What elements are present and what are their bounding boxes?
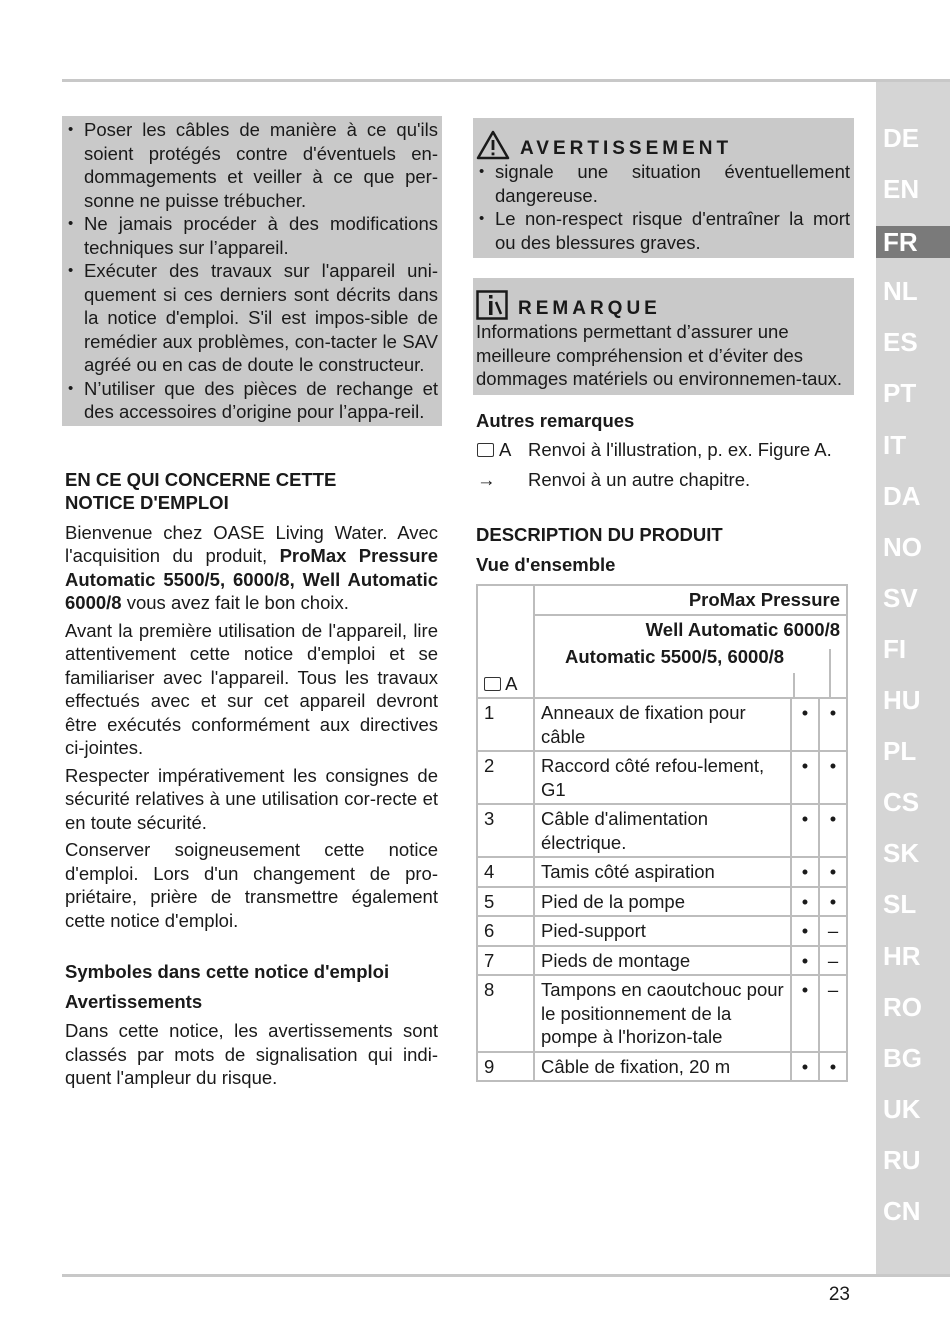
note-header xyxy=(476,284,850,320)
figure-box-icon xyxy=(477,443,494,457)
language-item-es[interactable]: ES xyxy=(883,327,918,358)
welcome-text: Bienvenue chez OASE Living Water. Avec l'acquisition du produit, xyxy=(65,521,438,566)
row-number: 6 xyxy=(477,916,534,946)
row-number: 7 xyxy=(477,946,534,976)
row-number: 1 xyxy=(477,698,534,751)
row-label: Anneaux de fixation pour câble xyxy=(534,698,791,751)
chapter-reference-symbol xyxy=(473,468,528,492)
row-number: 2 xyxy=(477,751,534,804)
about-paragraph-safety: Respecter impérativement les consignes de sécurité relatives à une utilisation cor-recte et en toute sécurité. xyxy=(65,764,438,833)
table-row xyxy=(477,975,847,1052)
language-list xyxy=(876,120,950,1244)
row-number: 8 xyxy=(477,975,534,1052)
row-mark-well: – xyxy=(819,946,847,976)
row-mark-automatic: • xyxy=(791,751,819,804)
row-mark-automatic: • xyxy=(791,916,819,946)
right-column xyxy=(473,118,854,1082)
warning-bullet-list xyxy=(476,160,850,254)
language-item-cs[interactable]: CS xyxy=(883,787,920,818)
row-mark-well: • xyxy=(819,698,847,751)
note-info-icon xyxy=(476,290,508,320)
language-item-sk[interactable]: SK xyxy=(883,838,920,869)
symbols-heading: Symboles dans cette notice d'emploi xyxy=(65,961,390,982)
safety-bullet: • Exécuter des travaux sur l'appareil uni-quement si ces derniers sont décrits dans la notice d'emploi. S'il est impos-sible de remédier aux problèmes, con-tacter le SAV agréé ou en cas de doute le constructeur. xyxy=(65,259,438,377)
row-label: Câble d'alimentation électrique. xyxy=(534,804,791,857)
warning-title: AVERTISSEMENT xyxy=(520,138,733,159)
warning-header xyxy=(476,124,850,160)
language-item-pt[interactable]: PT xyxy=(883,378,917,409)
language-item-hr[interactable]: HR xyxy=(883,940,921,971)
overview-table xyxy=(476,584,848,1082)
row-label: Tampons en caoutchouc pour le positionnement de la pompe à l'horizon-tale xyxy=(534,975,791,1052)
warning-triangle-icon xyxy=(476,130,510,160)
warning-bullet: • signale une situation éventuellement dangereuse. xyxy=(476,160,850,207)
row-mark-automatic: • xyxy=(791,975,819,1052)
row-label: Pied-support xyxy=(534,916,791,946)
note-text: Informations permettant d’assurer une meilleure compréhension et d’éviter des dommages matériels ou environnemen-taux. xyxy=(476,321,843,389)
table-header-figure-letter: A xyxy=(505,672,518,694)
table-row xyxy=(477,698,847,751)
arrow-right-icon: → xyxy=(477,468,496,490)
row-label: Tamis côté aspiration xyxy=(534,857,791,887)
safety-bullet: • N’utiliser que des pièces de rechange et des accessoires d’origine pour l’appa-reil. xyxy=(65,377,438,424)
table-row xyxy=(477,946,847,976)
row-mark-automatic: • xyxy=(791,887,819,917)
about-paragraph-keep: Conserver soigneusement cette notice d'emploi. Lors d'un changement de pro-priétaire, prière de transmettre également cette notice d'emploi. xyxy=(65,839,438,931)
language-item-hu[interactable]: HU xyxy=(883,685,921,716)
table-row xyxy=(477,1052,847,1082)
table-header-promax: ProMax Pressure xyxy=(534,585,847,615)
safety-instructions-box xyxy=(62,116,442,426)
language-item-no[interactable]: NO xyxy=(883,531,922,562)
table-header-row xyxy=(477,585,847,615)
language-sidebar xyxy=(876,82,950,1274)
safety-bullet: • Ne jamais procéder à des modifications techniques sur l’appareil. xyxy=(65,212,438,259)
figure-box-icon xyxy=(484,677,501,691)
row-mark-well: • xyxy=(819,857,847,887)
language-item-da[interactable]: DA xyxy=(883,480,921,511)
language-item-it[interactable]: IT xyxy=(883,429,907,460)
about-heading-line1: EN CE QUI CONCERNE CETTE xyxy=(65,468,337,490)
about-paragraph-welcome xyxy=(62,521,442,615)
row-label: Pieds de montage xyxy=(534,946,791,976)
figure-reference-symbol xyxy=(473,438,528,462)
table-header-automatic-cell xyxy=(534,643,847,698)
language-item-uk[interactable]: UK xyxy=(883,1093,921,1124)
row-mark-automatic: • xyxy=(791,698,819,751)
safety-bullet: • Poser les câbles de manière à ce qu'ils soient protégés contre d'éventuels en-dommagements et veiller à ce que per-sonne ne puisse trébucher. xyxy=(65,118,438,212)
figure-letter: A xyxy=(499,439,512,460)
language-item-sl[interactable]: SL xyxy=(883,889,917,920)
language-item-nl[interactable]: NL xyxy=(883,276,918,307)
warnings-text: Dans cette notice, les avertissements sont classés par mots de signalisation qui indi-quent l'ampleur du risque. xyxy=(65,1020,438,1088)
chapter-reference-text: Renvoi à un autre chapitre. xyxy=(528,468,751,490)
language-item-en[interactable]: EN xyxy=(883,174,920,205)
warning-box xyxy=(473,118,854,258)
product-description-heading: DESCRIPTION DU PRODUIT xyxy=(476,524,723,545)
table-header-figure xyxy=(477,585,534,698)
overview-subheading: Vue d'ensemble xyxy=(476,553,616,575)
language-item-sv[interactable]: SV xyxy=(883,582,918,613)
left-column xyxy=(62,116,442,1094)
language-item-ro[interactable]: RO xyxy=(883,991,922,1022)
about-heading-line2: NOTICE D'EMPLOI xyxy=(65,492,229,513)
row-mark-automatic: • xyxy=(791,1052,819,1082)
column-divider xyxy=(829,649,831,697)
language-item-de[interactable]: DE xyxy=(883,123,920,153)
note-box xyxy=(473,278,854,395)
row-mark-well: • xyxy=(819,804,847,857)
welcome-text-end: vous avez fait le bon choix. xyxy=(121,592,349,613)
row-mark-well: • xyxy=(819,1052,847,1082)
row-mark-well: • xyxy=(819,751,847,804)
table-row xyxy=(477,751,847,804)
warning-bullet: • Le non-respect risque d'entraîner la mort ou des blessures graves. xyxy=(476,207,850,254)
row-number: 4 xyxy=(477,857,534,887)
language-item-fr[interactable]: FR xyxy=(876,226,950,258)
row-mark-well: – xyxy=(819,975,847,1052)
figure-reference-text: Renvoi à l'illustration, p. ex. Figure A. xyxy=(528,439,832,460)
language-item-ru[interactable]: RU xyxy=(883,1144,921,1175)
table-header-automatic: Automatic 5500/5, 6000/8 xyxy=(565,646,785,667)
table-row xyxy=(477,857,847,887)
table-row xyxy=(477,916,847,946)
column-divider xyxy=(793,673,795,697)
row-label: Câble de fixation, 20 m xyxy=(534,1052,791,1082)
warnings-subheading: Avertissements xyxy=(65,990,203,1012)
page-number: 23 xyxy=(828,1284,850,1305)
language-item-bg[interactable]: BG xyxy=(883,1042,922,1073)
row-label: Pied de la pompe xyxy=(534,887,791,917)
row-mark-automatic: • xyxy=(791,857,819,887)
other-notes-heading: Autres remarques xyxy=(476,409,635,431)
row-mark-well: • xyxy=(819,887,847,917)
table-row xyxy=(477,887,847,917)
bottom-rule xyxy=(62,1274,950,1277)
row-mark-automatic: • xyxy=(791,946,819,976)
row-number: 9 xyxy=(477,1052,534,1082)
row-number: 5 xyxy=(477,887,534,917)
note-title: REMARQUE xyxy=(518,298,661,319)
row-mark-automatic: • xyxy=(791,804,819,857)
table-header-well: Well Automatic 6000/8 xyxy=(534,615,847,644)
figure-reference-row xyxy=(473,438,854,462)
language-item-fi[interactable]: FI xyxy=(883,633,907,664)
safety-bullet-list xyxy=(65,118,438,424)
about-paragraph-read: Avant la première utilisation de l'appareil, lire attentivement cette notice d'emploi et se familiariser avec l'appareil. Tous les travaux effectués avec et sur cet appareil devront être exécutés conformément aux directives ci-jointes. xyxy=(65,619,438,758)
chapter-reference-row xyxy=(473,468,854,492)
row-number: 3 xyxy=(477,804,534,857)
about-heading xyxy=(62,468,442,515)
language-item-cn[interactable]: CN xyxy=(883,1195,921,1226)
row-mark-well: – xyxy=(819,916,847,946)
top-rule xyxy=(62,79,950,82)
row-label: Raccord côté refou-lement, G1 xyxy=(534,751,791,804)
table-row xyxy=(477,804,847,857)
product-name: ProMax Pressure Automatic 5500/5, 6000/8, Well Automatic 6000/8 xyxy=(65,545,438,613)
language-item-pl[interactable]: PL xyxy=(883,736,917,767)
